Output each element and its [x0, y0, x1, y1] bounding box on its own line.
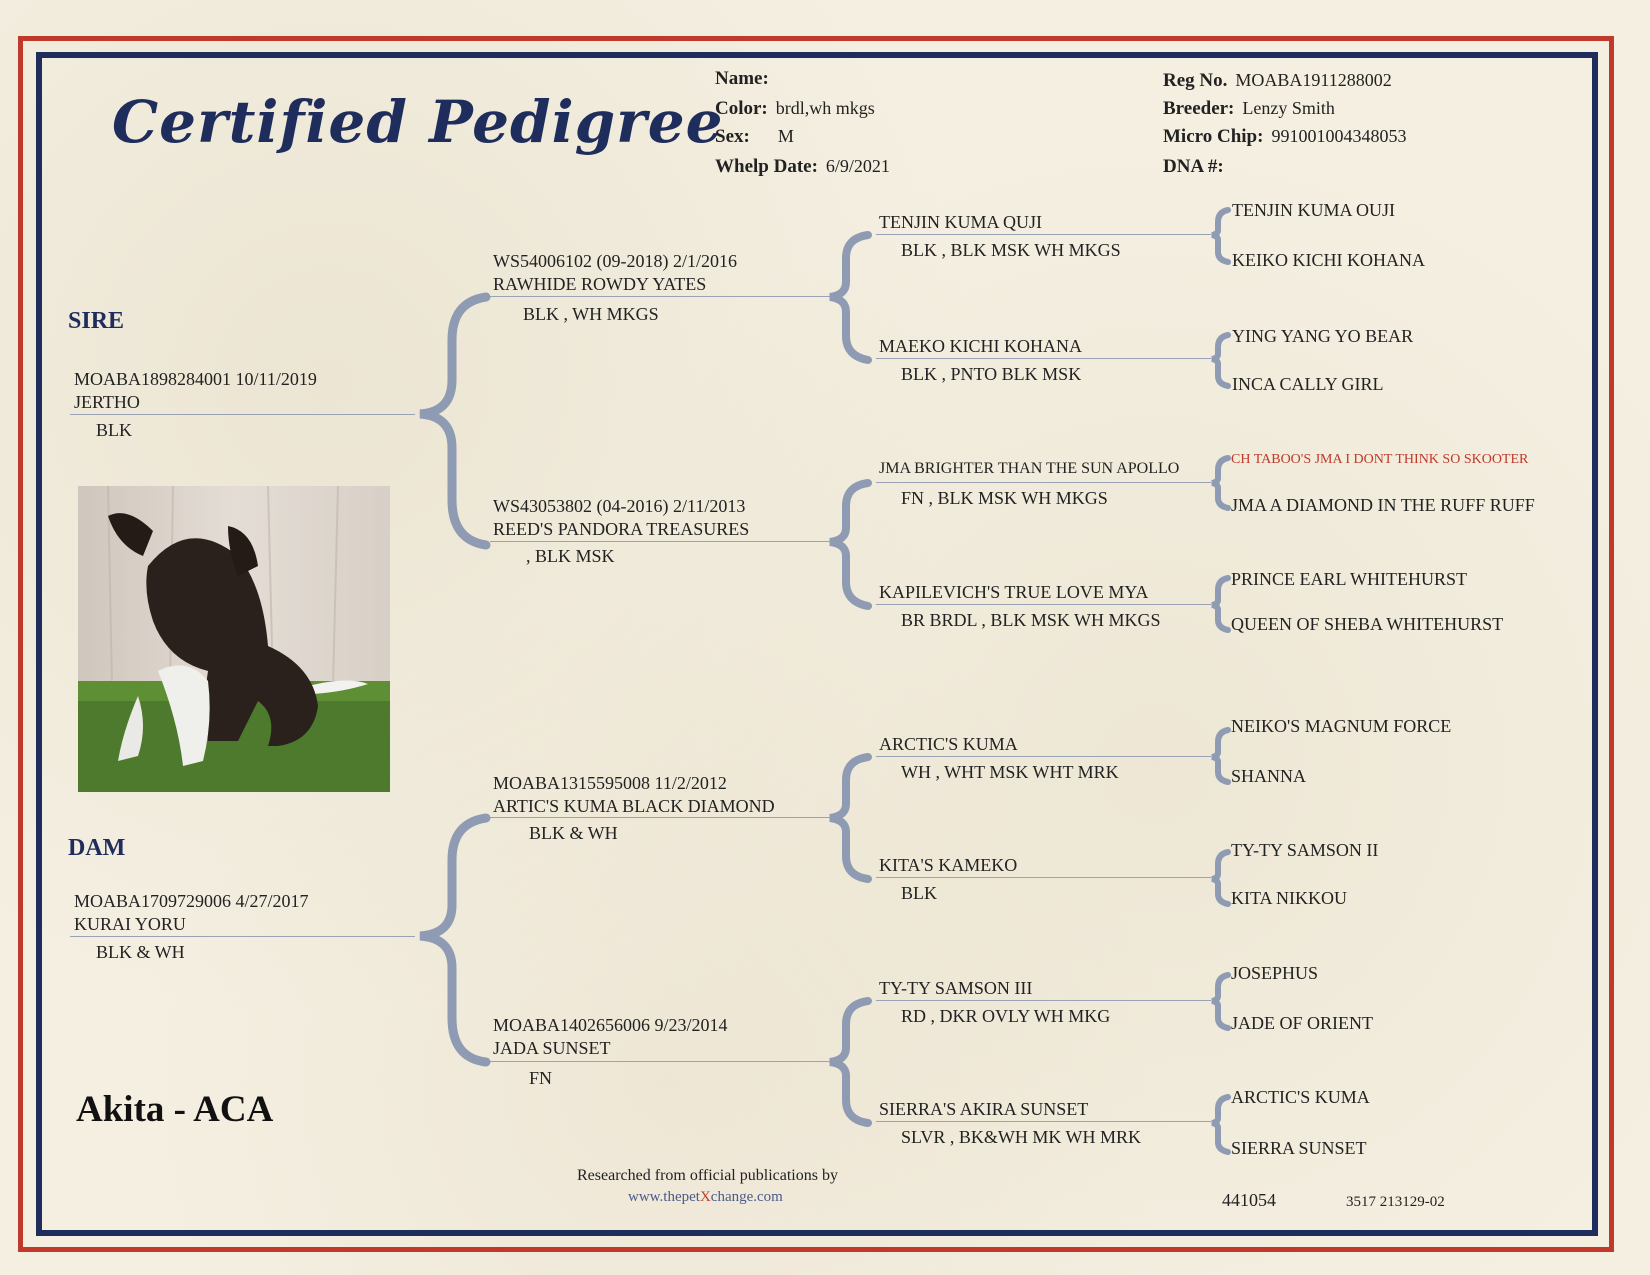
g2-1-reg: WS54006102 (09-2018) 2/1/2016: [493, 251, 737, 271]
g4-10: SHANNA: [1231, 766, 1307, 786]
g2-3-bracket: [830, 757, 868, 879]
footer-code-1: 441054: [1222, 1190, 1276, 1210]
g2-4-reg: MOABA1402656006 9/23/2014: [493, 1015, 728, 1035]
g3-6-bracket: [1212, 852, 1228, 904]
g2-1-name: RAWHIDE ROWDY YATES: [493, 274, 707, 294]
footer-code-2: 3517 213129-02: [1346, 1194, 1445, 1210]
g3-1-bracket: [1212, 210, 1228, 262]
sire-heading: SIRE: [68, 308, 125, 334]
site-link[interactable]: [628, 1189, 783, 1206]
breeder-label: Breeder:: [1163, 98, 1235, 119]
g4-5: CH TABOO'S JMA I DONT THINK SO SKOOTER: [1231, 452, 1529, 467]
g3-7-name: TY-TY SAMSON III: [879, 978, 1033, 998]
dam-bracket: [420, 818, 486, 1062]
dna-label: DNA #:: [1163, 156, 1224, 177]
dam-reg-date: MOABA1709729006 4/27/2017: [74, 891, 309, 911]
g2-3-name: ARTIC'S KUMA BLACK DIAMOND: [493, 796, 775, 816]
g4-2: KEIKO KICHI KOHANA: [1232, 250, 1425, 270]
g3-7-bracket: [1212, 975, 1228, 1028]
g3-4-color: BR BRDL , BLK MSK WH MKGS: [901, 610, 1161, 630]
sex-value: M: [777, 126, 794, 146]
g4-11: TY-TY SAMSON II: [1231, 840, 1379, 860]
whelp-label: Whelp Date:: [715, 156, 818, 177]
g3-3-bracket: [1212, 458, 1228, 508]
g3-4-name: KAPILEVICH'S TRUE LOVE MYA: [879, 582, 1149, 602]
color-value: brdl,wh mkgs: [775, 98, 875, 118]
chip-label: Micro Chip:: [1163, 126, 1264, 147]
g2-2-bracket: [830, 483, 868, 606]
g3-1-name: TENJIN KUMA QUJI: [879, 212, 1042, 232]
certificate-title: Certified Pedigree: [112, 88, 724, 156]
g3-3-name: JMA BRIGHTER THAN THE SUN APOLLO: [879, 460, 1180, 477]
g4-15: ARCTIC'S KUMA: [1231, 1087, 1370, 1107]
g3-7-color: RD , DKR OVLY WH MKG: [901, 1006, 1111, 1026]
g2-1-bracket: [830, 235, 868, 360]
g4-14: JADE OF ORIENT: [1231, 1013, 1373, 1033]
g2-3-reg: MOABA1315595008 11/2/2012: [493, 773, 727, 793]
g3-8-color: SLVR , BK&WH MK WH MRK: [901, 1127, 1142, 1147]
site-pre: www.thepet: [628, 1189, 700, 1205]
g3-5-name: ARCTIC'S KUMA: [879, 734, 1018, 754]
g3-6-color: BLK: [901, 883, 937, 903]
researched-text: Researched from official publications by: [577, 1167, 838, 1184]
g4-12: KITA NIKKOU: [1231, 888, 1348, 908]
site-post: change.com: [710, 1189, 783, 1205]
g2-2-name: REED'S PANDORA TREASURES: [493, 519, 750, 539]
g3-8-name: SIERRA'S AKIRA SUNSET: [879, 1099, 1089, 1119]
sire-reg-date: MOABA1898284001 10/11/2019: [74, 369, 317, 389]
site-x: X: [699, 1189, 711, 1205]
g4-13: JOSEPHUS: [1231, 963, 1319, 983]
g2-4-color: FN: [529, 1068, 553, 1088]
sire-color: BLK: [96, 420, 132, 440]
g3-2-color: BLK , PNTO BLK MSK: [901, 364, 1082, 384]
sire-bracket: [420, 297, 486, 545]
chip-value: 991001004348053: [1271, 126, 1407, 146]
g4-6: JMA A DIAMOND IN THE RUFF RUFF: [1231, 495, 1535, 515]
whelp-value: 6/9/2021: [825, 156, 890, 176]
reg-label: Reg No.: [1163, 70, 1228, 91]
g2-4-name: JADA SUNSET: [493, 1038, 611, 1058]
g4-16: SIERRA SUNSET: [1231, 1138, 1367, 1158]
dam-name: KURAI YORU: [74, 914, 186, 934]
g3-1-color: BLK , BLK MSK WH MKGS: [901, 240, 1121, 260]
color-label: Color:: [715, 98, 768, 119]
dam-heading: DAM: [68, 835, 126, 861]
g2-2-reg: WS43053802 (04-2016) 2/11/2013: [493, 496, 746, 516]
dam-color: BLK & WH: [96, 942, 185, 962]
g3-6-name: KITA'S KAMEKO: [879, 855, 1018, 875]
g2-3-color: BLK & WH: [529, 823, 618, 843]
g3-3-color: FN , BLK MSK WH MKGS: [901, 488, 1108, 508]
g4-3: YING YANG YO BEAR: [1232, 326, 1414, 346]
g2-4-bracket: [830, 1001, 868, 1123]
name-label: Name:: [715, 68, 769, 89]
g4-7: PRINCE EARL WHITEHURST: [1231, 569, 1467, 589]
g3-8-bracket: [1212, 1097, 1228, 1152]
g4-8: QUEEN OF SHEBA WHITEHURST: [1231, 614, 1504, 634]
g3-2-bracket: [1212, 335, 1228, 386]
breed-label: Akita - ACA: [76, 1089, 274, 1130]
g3-5-bracket: [1212, 730, 1228, 782]
g4-1: TENJIN KUMA OUJI: [1232, 200, 1395, 220]
sire-name: JERTHO: [74, 392, 140, 412]
g2-1-color: BLK , WH MKGS: [523, 304, 659, 324]
g4-4: INCA CALLY GIRL: [1232, 374, 1384, 394]
g4-9: NEIKO'S MAGNUM FORCE: [1231, 716, 1452, 736]
reg-value: MOABA1911288002: [1235, 70, 1392, 90]
sex-label: Sex:: [715, 126, 750, 147]
breeder-value: Lenzy Smith: [1242, 98, 1335, 118]
g3-4-bracket: [1212, 578, 1228, 630]
g2-2-color: , BLK MSK: [526, 546, 615, 566]
g3-2-name: MAEKO KICHI KOHANA: [879, 336, 1082, 356]
g3-5-color: WH , WHT MSK WHT MRK: [901, 762, 1119, 782]
